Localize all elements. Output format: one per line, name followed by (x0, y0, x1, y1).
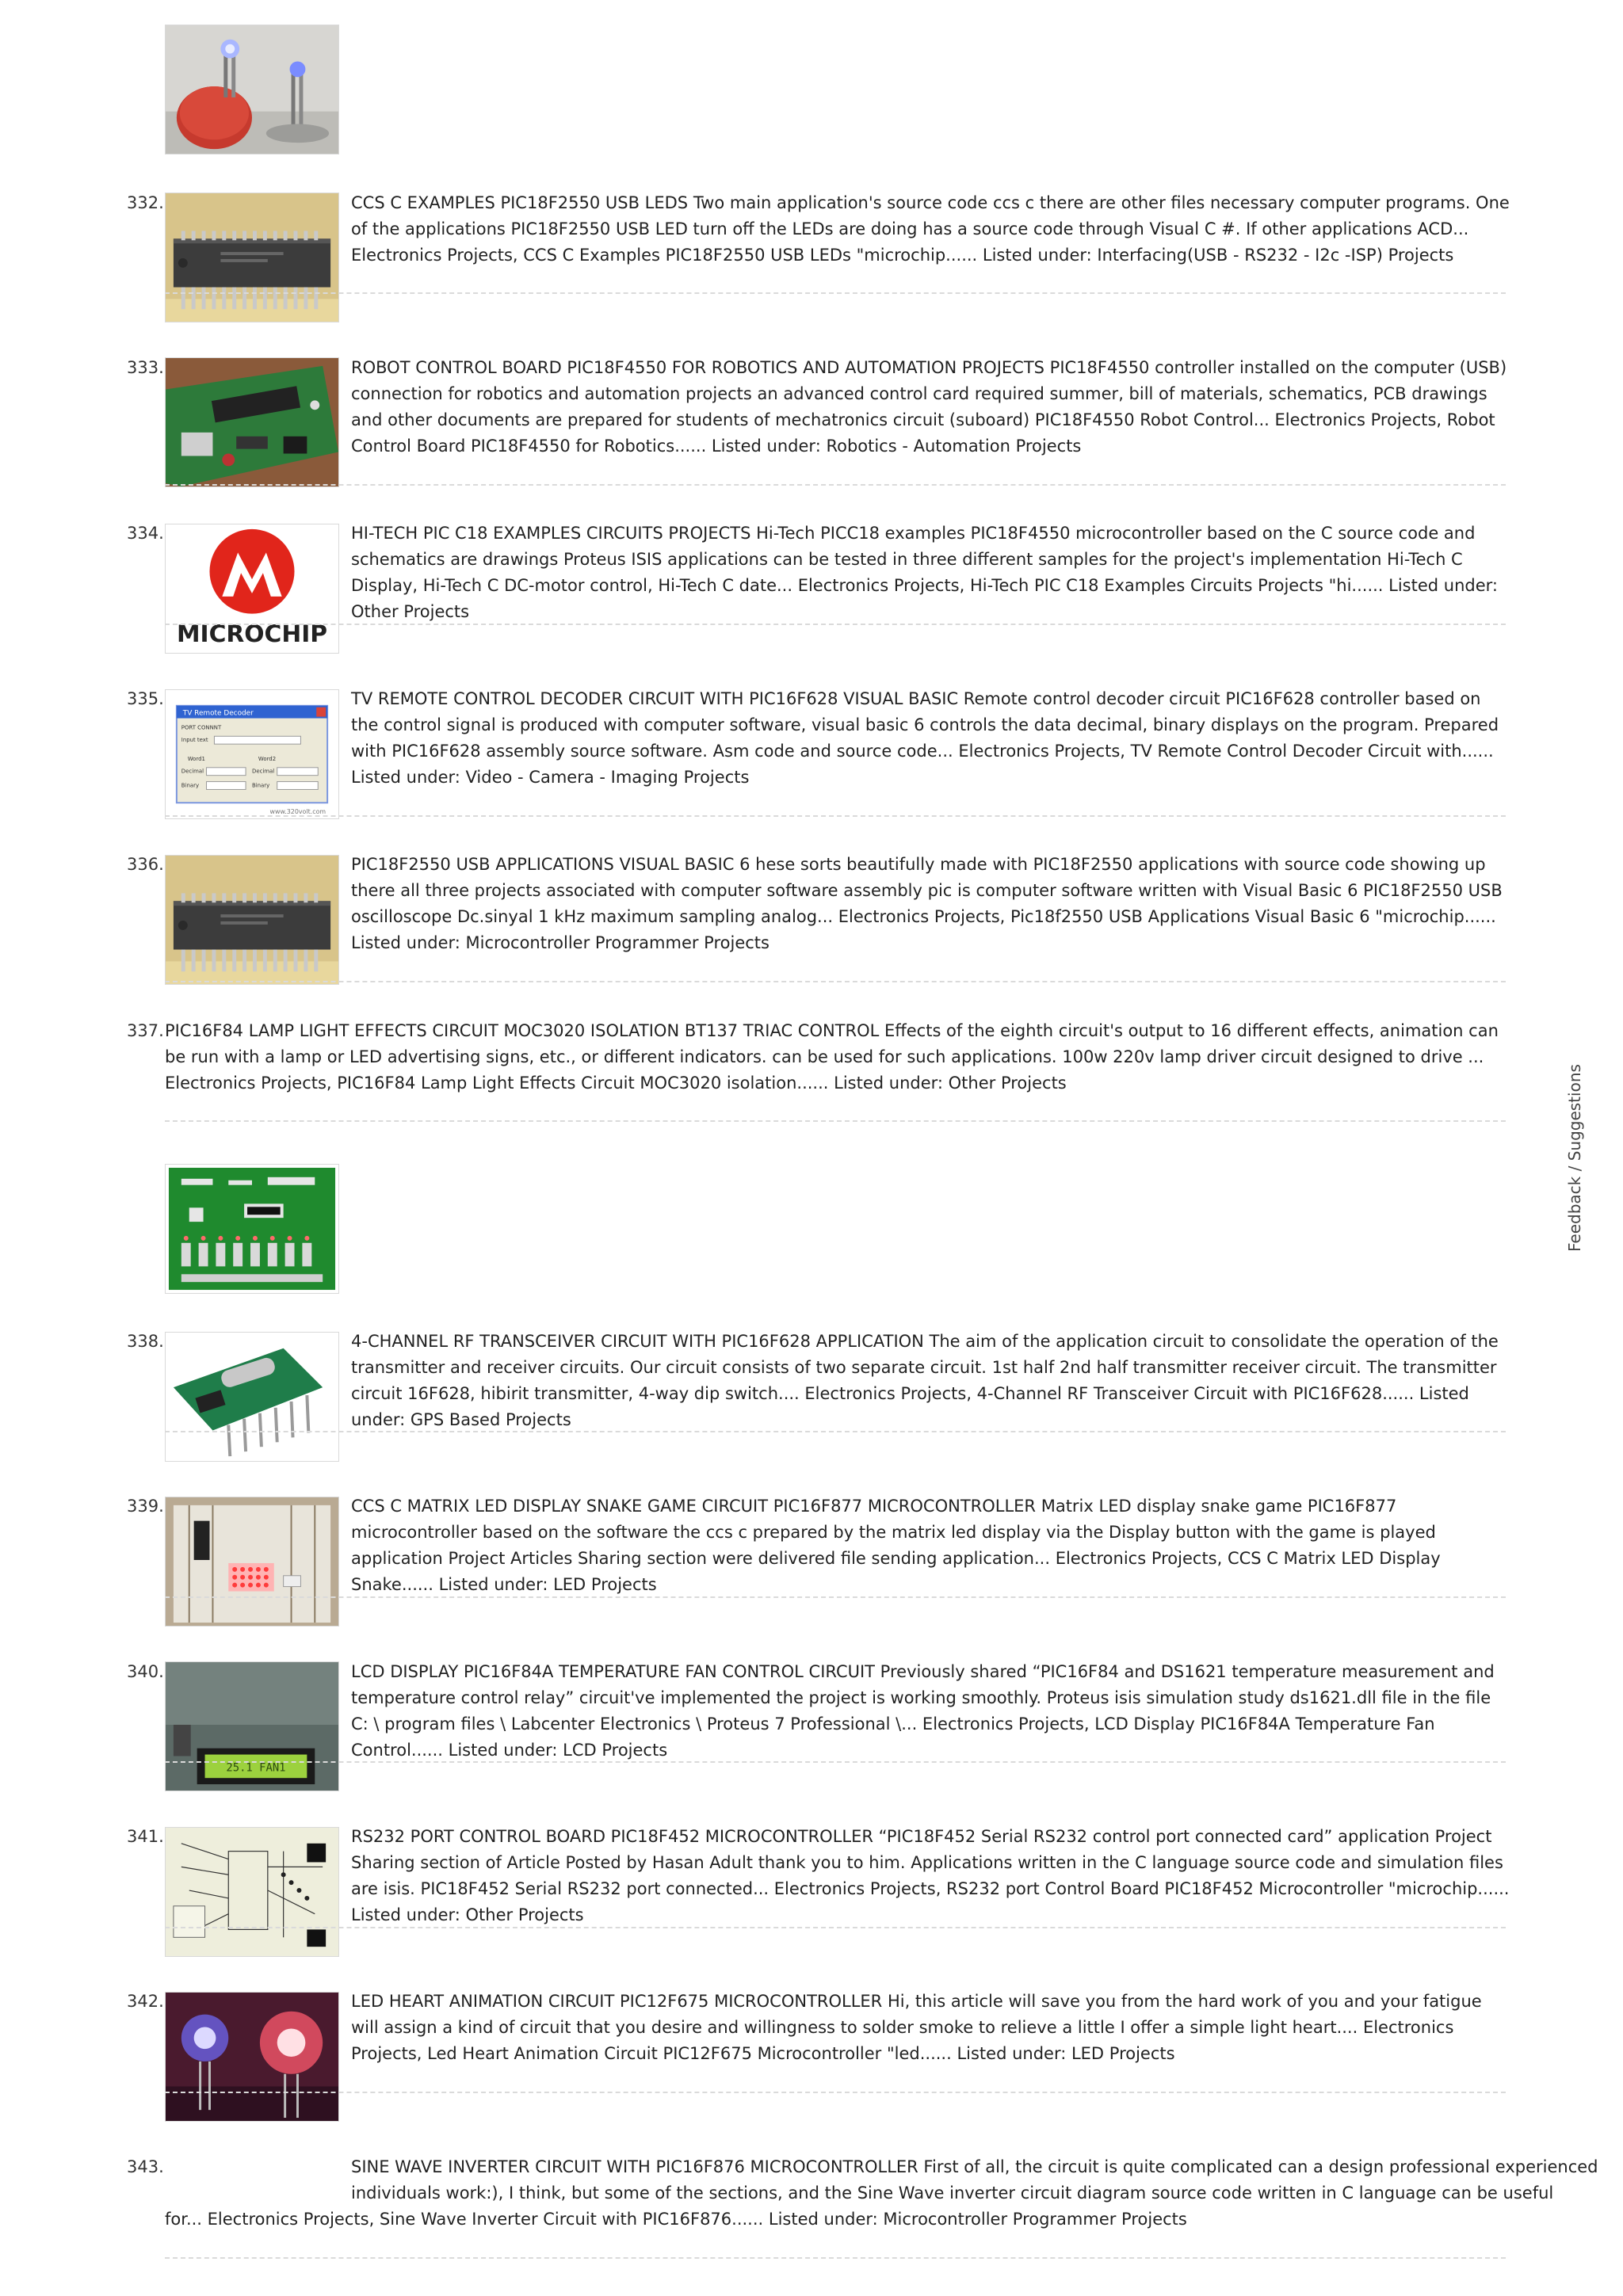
divider (165, 2257, 1506, 2259)
thumbnail-led-heart[interactable] (165, 1992, 339, 2122)
item-description[interactable]: 4-CHANNEL RF TRANSCEIVER CIRCUIT WITH PIC16F628 APPLICATION The aim of the application circuit to consolidate the operation of the transmitter and receiver circuits. Our circuit consists of two separate circuit. 1st half 2nd half transmitter receiver circuit. The transmitter circuit 16F628, hibirit transmitter, 4-way dip switch.... Electronics Projects, 4-Channel RF Transceiver Circuit with PIC16F628...... Listed under: GPS Based Projects (351, 1332, 1499, 1429)
thumbnail-led-battery[interactable] (165, 25, 339, 154)
thumbnail-microchip-logo[interactable] (165, 524, 339, 654)
item-number: 336. (127, 855, 164, 874)
item-number: 342. (127, 1992, 164, 2011)
window-title: TV Remote Decoder (182, 709, 254, 718)
divider (165, 292, 1506, 294)
item-number: 334. (127, 524, 164, 543)
microchip-logo-text: MICROCHIP (176, 620, 328, 648)
divider (165, 981, 1506, 982)
divider (165, 1927, 1506, 1928)
thumbnail-pic18f2550-chip[interactable] (165, 193, 339, 322)
thumbnail-pic18f2550-chip-2[interactable] (165, 855, 339, 985)
item-number: 337. (127, 1021, 164, 1040)
thumbnail-rf-transceiver-module[interactable] (165, 1332, 339, 1462)
binary-label-1: Binary (181, 782, 200, 789)
item-description[interactable]: PIC16F84 LAMP LIGHT EFFECTS CIRCUIT MOC3020 ISOLATION BT137 TRIAC CONTROL Effects of the eighth circuit's output to 16 different effects, animation can be run with a lamp or LED advertising signs, etc., or different indicators. can be used for such applications. 100w 220v lamp driver circuit designed to drive ... Electronics Projects, PIC16F84 Lamp Light Effects Circuit MOC3020 isolation...... Listed under: Other Projects (165, 1021, 1499, 1093)
divider (165, 1120, 1506, 1122)
feedback-label[interactable]: Feedback / Suggestions (1565, 1064, 1584, 1252)
item-description[interactable]: CCS C MATRIX LED DISPLAY SNAKE GAME CIRCUIT PIC16F877 MICROCONTROLLER Matrix LED display snake game PIC16F877 microcontroller based on the software the ccs c prepared by the matrix led display via the Display button with the game is played application Project Articles Sharing section were delivered file sending application... Electronics Projects, CCS C Matrix LED Display Snake...... Listed under: LED Projects (351, 1497, 1441, 1594)
item-description[interactable]: ROBOT CONTROL BOARD PIC18F4550 FOR ROBOTICS AND AUTOMATION PROJECTS PIC18F4550 controller installed on the computer (USB) connection for robotics and automation projects an advanced control card required summer, bill of materials, schematics, PCB drawings and other documents are prepared for students of mechatronics circuit (suboard) PIC18F4550 Robot Control... Electronics Projects, Robot Control Board PIC18F4550 for Robotics...... Listed under: Robotics - Automation Projects (351, 358, 1507, 456)
item-description-line-1[interactable]: SINE WAVE INVERTER CIRCUIT WITH PIC16F876 MICROCONTROLLER First of all, the circuit is quite complicated can a design professional experienced (351, 2157, 1598, 2176)
thumbnail-robot-control-board[interactable] (165, 357, 339, 487)
item-description[interactable]: HI-TECH PIC C18 EXAMPLES CIRCUITS PROJECTS Hi-Tech PICC18 examples PIC18F4550 microcontroller based on the C source code and schematics are drawings Proteus ISIS applications can be tested in three different samples for the project's implementation Hi-Tech C Display, Hi-Tech C DC-motor control, Hi-Tech C date... Electronics Projects, Hi-Tech PIC C18 Examples Circuits Projects "hi...... Listed under: Other Projects (351, 524, 1498, 621)
divider (165, 2092, 1506, 2093)
decimal-label-2: Decimal (252, 768, 275, 775)
thumbnail-tv-remote-decoder-window[interactable] (165, 689, 339, 819)
lcd-screen-text: 25.1 FAN1 (226, 1761, 286, 1775)
divider (165, 1761, 1506, 1763)
divider (165, 1431, 1506, 1432)
thumbnail-rs232-schematic[interactable] (165, 1827, 339, 1957)
input-label: Input text (181, 737, 208, 744)
item-number: 332. (127, 193, 164, 212)
item-description[interactable]: LCD DISPLAY PIC16F84A TEMPERATURE FAN CONTROL CIRCUIT Previously shared “PIC16F84 and DS1621 temperature measurement and temperature control relay” circuit've implemented the project is working smoothly. Proteus isis simulation study ds1621.dll file in the file C: \ program files \ Labcenter Electronics \ Proteus 7 Professional \... Electronics Projects, LCD Display PIC16F84A Temperature Fan Control...... Listed under: LCD Projects (351, 1662, 1495, 1760)
word1-label: Word1 (187, 755, 205, 762)
item-number: 341. (127, 1827, 164, 1846)
item-description[interactable]: LED HEART ANIMATION CIRCUIT PIC12F675 MICROCONTROLLER Hi, this article will save you from the hard work of you and your fatigue will assign a kind of circuit that you desire and willingness to solder smoke to relieve a little I offer a simple light heart.... Electronics Projects, Led Heart Animation Circuit PIC12F675 Microcontroller "led...... Listed under: LED Projects (351, 1992, 1482, 2063)
thumbnail-lamp-effects-pcb[interactable] (165, 1164, 339, 1294)
thumbnail-matrix-led-breadboard[interactable] (165, 1497, 339, 1627)
divider (165, 815, 1506, 817)
item-number: 338. (127, 1332, 164, 1351)
divider (165, 624, 1506, 625)
item-description[interactable]: CCS C EXAMPLES PIC18F2550 USB LEDS Two main application's source code ccs c there are other files necessary computer programs. One of the applications PIC18F2550 USB LED turn off the LEDs are doing has a source code through Visual C #. If other applications ACD... Electronics Projects, CCS C Examples PIC18F2550 USB LEDs "microchip...... Listed under: Interfacing(USB - RS232 - I2c -ISP) Projects (351, 193, 1510, 265)
item-description[interactable]: PIC18F2550 USB APPLICATIONS VISUAL BASIC 6 hese sorts beautifully made with PIC18F2550 applications with source code showing up there all three projects associated with computer software assembly pic is computer software written with Visual Basic 6 PIC18F2550 USB oscilloscope Dc.sinyal 1 kHz maximum sampling analog... Electronics Projects, Pic18f2550 USB Applications Visual Basic 6 "microchip...... Listed under: Microcontroller Programmer Projects (351, 855, 1503, 952)
item-number: 339. (127, 1497, 164, 1516)
binary-label-2: Binary (252, 782, 270, 789)
thumbnail-lcd-temperature[interactable] (165, 1661, 339, 1791)
item-description-line-3[interactable]: for... Electronics Projects, Sine Wave Inverter Circuit with PIC16F876...... Listed under: Microcontroller Programmer Projects (165, 2210, 1187, 2229)
divider (165, 1596, 1506, 1598)
item-number: 340. (127, 1662, 164, 1681)
item-description-line-2[interactable]: individuals work:), I think, but some of the sections, and the Sine Wave inverter circuit diagram source code written in C language can be useful (351, 2183, 1554, 2203)
divider (165, 484, 1506, 486)
item-number: 343. (127, 2157, 164, 2176)
item-number: 333. (127, 358, 164, 377)
port-label: PORT CONNNT (181, 724, 222, 731)
decimal-label-1: Decimal (181, 768, 204, 775)
item-description[interactable]: RS232 PORT CONTROL BOARD PIC18F452 MICROCONTROLLER “PIC18F452 Serial RS232 control port connected card” application Project Sharing section of Article Posted by Hasan Adult thank you to him. Applications written in the C language source code and simulation files are isis. PIC18F452 Serial RS232 port connected... Electronics Projects, RS232 port Control Board PIC18F452 Microcontroller "microchip...... Listed under: Other Projects (351, 1827, 1510, 1924)
item-description[interactable]: TV REMOTE CONTROL DECODER CIRCUIT WITH PIC16F628 VISUAL BASIC Remote control decoder circuit PIC16F628 controller based on the control signal is produced with computer software, visual basic 6 controls the data decimal, binary displays on the program. Prepared with PIC16F628 assembly source software. Asm code and source code... Electronics Projects, TV Remote Control Decoder Circuit with...... Listed under: Video - Camera - Imaging Projects (351, 689, 1499, 787)
word2-label: Word2 (258, 755, 277, 762)
watermark: www.320volt.com (269, 808, 327, 816)
item-number: 335. (127, 689, 164, 708)
